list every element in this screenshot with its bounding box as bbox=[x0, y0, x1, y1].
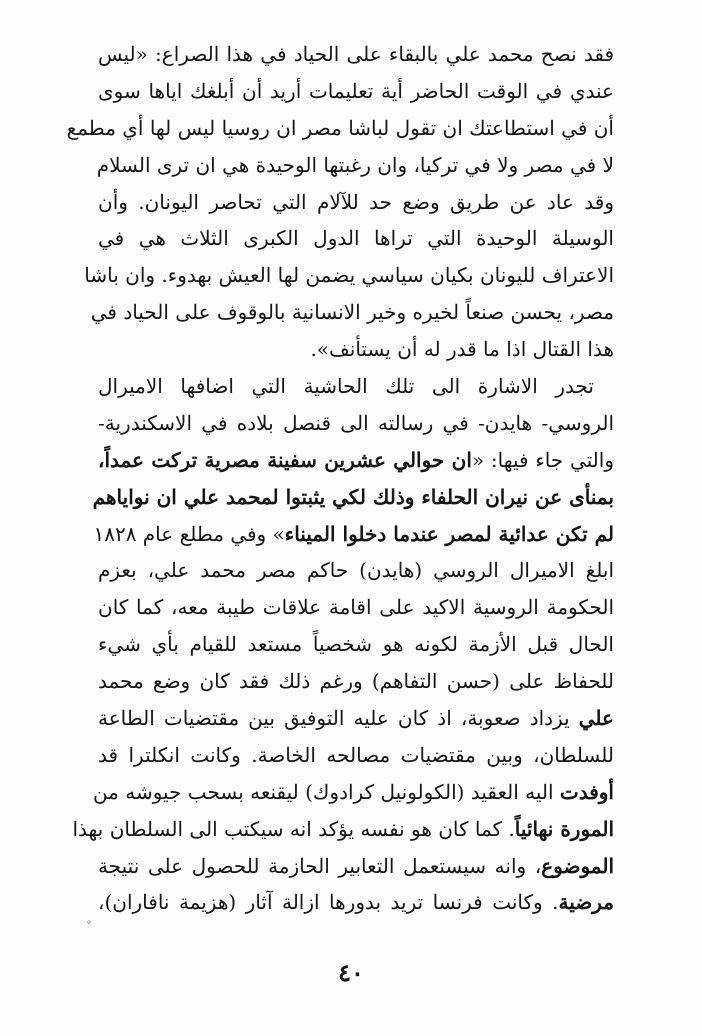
quote-bold-segment: لم تكن عدائية لمصر عندما دخلوا الميناء bbox=[284, 521, 614, 546]
text-line bbox=[98, 884, 614, 921]
text-line: مصر، يحسن صنعاً لخيره وخير الانسانية بالوقوف على الحياد في bbox=[90, 300, 614, 325]
quote-bold-line: بمنأى عن نيران الحلفاء وذلك لكي يثبتوا لمحمد علي ان نواياهم bbox=[92, 484, 614, 509]
text-line: الروسي- هايدن- في رسالته الى قنصل بلاده في الاسكندرية- bbox=[98, 410, 614, 435]
text-segment: اليه العقيد (الكولونيل كرادوك) ليقنعه بسحب جيوشه من bbox=[92, 779, 560, 804]
page-number: ٤٠ bbox=[338, 958, 364, 987]
text-line: الاعتراف لليونان بكيان سياسي يضمن لها العيش بهدوء. وان باشا bbox=[84, 263, 614, 288]
text-line: لا في مصر ولا في تركيا، وان رغبتها الوحيدة هي ان ترى السلام bbox=[96, 152, 614, 177]
text-line bbox=[98, 442, 614, 479]
text-line bbox=[92, 774, 614, 811]
text-line: تجدر الاشارة الى تلك الحاشية التي اضافها الاميرال bbox=[98, 374, 594, 399]
text-line: عندي في الوقت الحاضر أية تعليمات أريد أن أبلغك اياها سوى bbox=[98, 78, 614, 103]
body-text bbox=[66, 36, 614, 921]
bold-word: علي bbox=[578, 706, 614, 731]
bold-word: المورة نهائياً bbox=[514, 816, 614, 841]
text-segment: » وفي مطلع عام ١٨٢٨ bbox=[93, 521, 285, 546]
text-line: وقد عاد عن طريق وضع حد للآلام التي تحاصر اليونان. وأن bbox=[98, 189, 614, 214]
text-line: للحفاظ على (حسن التفاهم) ورغم ذلك فقد كان وضع محمد bbox=[98, 669, 614, 694]
text-line: ابلغ الاميرال الروسي (هايدن) حاكم مصر محمد علي، بعزم bbox=[98, 558, 614, 583]
text-segment: يزداد صعوبة، اذ كان عليه التوفيق بين مقتضيات الطاعة bbox=[98, 706, 579, 731]
text-line bbox=[98, 848, 614, 885]
text-line: للسلطان، وبين مقتضيات مصالحه الخاصة. وكانت انكلترا قد bbox=[98, 742, 614, 767]
text-line: الوسيلة الوحيدة التي تراها الدول الكبرى الثلاث هي في bbox=[98, 226, 614, 251]
text-segment: والتي جاء فيها: « bbox=[471, 447, 614, 472]
quote-bold-segment: ان حوالي عشرين سفينة مصرية تركت عمداً، bbox=[98, 447, 472, 472]
text-line: الحال قبل الأزمة لكونه هو شخصياً مستعد للقيام بأي شيء bbox=[98, 632, 614, 657]
text-line bbox=[98, 700, 614, 737]
text-line: فقد نصح محمد علي بالبقاء على الحياد في هذا الصراع: «ليس bbox=[98, 42, 614, 66]
text-segment: ، وانه سيستعمل التعابير الحازمة للحصول على نتيجة bbox=[98, 853, 542, 878]
text-line bbox=[72, 811, 614, 848]
text-line: هذا القتال اذا ما قدر له أن يستأنف». bbox=[310, 337, 614, 362]
text-segment: . وكانت فرنسا تريد بدورها ازالة آثار (هزيمة نافاران)، bbox=[98, 890, 559, 915]
text-line: الحكومة الروسية الاكيد على اقامة علاقات طيبة معه، كما كان bbox=[98, 595, 614, 620]
text-line bbox=[93, 516, 614, 553]
text-line: أن في استطاعتك ان تقول لباشا مصر ان روسيا ليس لها أي مطمع bbox=[66, 115, 614, 140]
bold-word: أوفدت bbox=[559, 779, 614, 804]
text-segment: . كما كان هو نفسه يؤكد انه سيكتب الى السلطان بهذا bbox=[72, 816, 515, 841]
bold-word: مرضية bbox=[558, 890, 614, 915]
bold-word: الموضوع bbox=[541, 853, 614, 878]
